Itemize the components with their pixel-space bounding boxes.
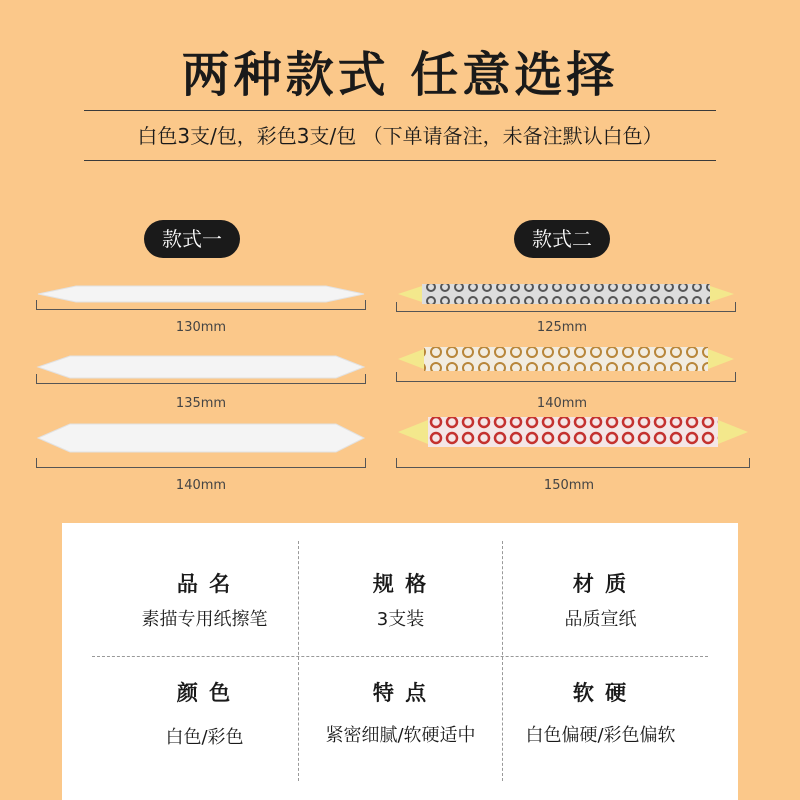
subtitle-top-divider: [84, 110, 716, 111]
dimension-bracket: [36, 458, 366, 468]
dimension-bracket: [36, 374, 366, 384]
style-one-badge: 款式一: [144, 220, 240, 258]
spec-heading: 特 点: [372, 681, 429, 705]
spec-heading: 软 硬: [572, 681, 629, 705]
length-label: 140mm: [175, 478, 227, 493]
row-divider: [92, 656, 708, 657]
length-label: 140mm: [536, 396, 588, 411]
style-two-badge: 款式二: [514, 220, 610, 258]
spec-heading: 品 名: [176, 572, 233, 596]
dimension-bracket: [396, 372, 736, 382]
spec-table: [62, 523, 738, 800]
subtitle-bottom-divider: [84, 160, 716, 161]
subtitle: 白色3支/包，彩色3支/包 （下单请备注，未备注默认白色）: [137, 124, 663, 148]
spec-value: 白色/彩色: [165, 727, 244, 748]
spec-value: 品质宣纸: [564, 609, 637, 630]
length-label: 135mm: [175, 396, 227, 411]
patterned-stick-gold: [396, 344, 736, 374]
length-label: 125mm: [536, 320, 588, 335]
spec-value: 素描专用纸擦笔: [141, 609, 268, 630]
patterned-stick-red: [396, 414, 750, 450]
page-title: 两种款式 任意选择: [181, 47, 619, 103]
spec-value: 紧密细腻/软硬适中: [325, 725, 476, 746]
spec-heading: 材 质: [572, 572, 629, 596]
spec-heading: 颜 色: [176, 681, 233, 705]
spec-value: 3支装: [376, 609, 425, 630]
spec-value: 白色偏硬/彩色偏软: [525, 725, 676, 746]
spec-heading: 规 格: [372, 572, 429, 596]
white-stick-140: [36, 420, 366, 456]
dimension-bracket: [396, 458, 750, 468]
length-label: 130mm: [175, 320, 227, 335]
length-label: 150mm: [543, 478, 595, 493]
dimension-bracket: [36, 300, 366, 310]
dimension-bracket: [396, 302, 736, 312]
